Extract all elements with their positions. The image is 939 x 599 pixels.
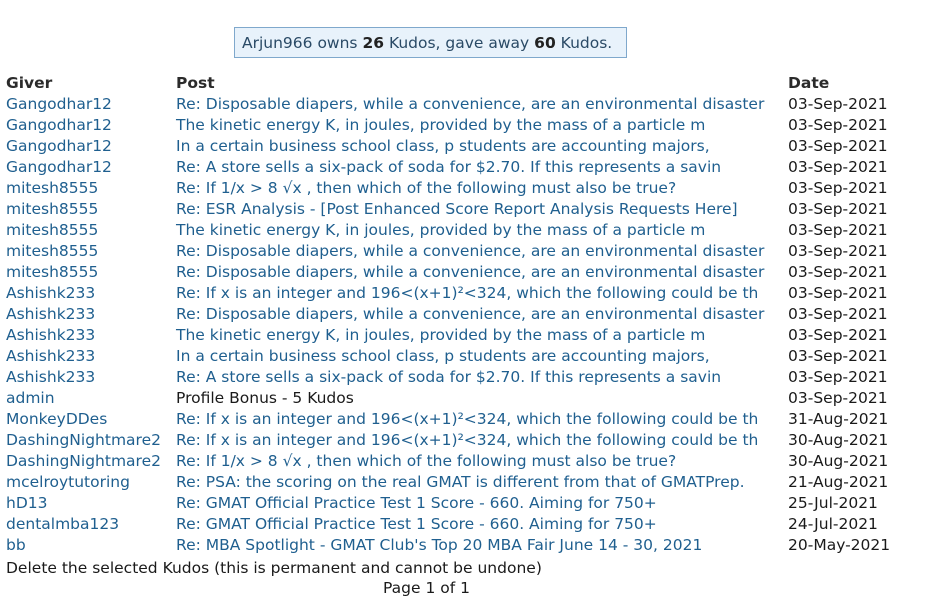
post-link[interactable]: The kinetic energy K, in joules, provided by the mass of a particle m xyxy=(176,326,706,344)
table-row xyxy=(3,115,931,136)
giver-link[interactable]: bb xyxy=(6,536,26,554)
giver-link[interactable]: Ashishk233 xyxy=(6,347,96,365)
table-row xyxy=(3,199,931,220)
date-cell: 03-Sep-2021 xyxy=(788,95,888,113)
table-row xyxy=(3,409,931,430)
date-cell: 03-Sep-2021 xyxy=(788,242,888,260)
table-row xyxy=(3,346,931,367)
giver-link[interactable]: mitesh8555 xyxy=(6,200,99,218)
giver-link[interactable]: admin xyxy=(6,389,55,407)
summary-owns-text: owns xyxy=(312,34,363,52)
post-link[interactable]: Re: If 1/x > 8 √x , then which of the following must also be true? xyxy=(176,179,677,197)
giver-link[interactable]: Gangodhar12 xyxy=(6,137,112,155)
date-cell: 03-Sep-2021 xyxy=(788,305,888,323)
giver-link[interactable]: Gangodhar12 xyxy=(6,158,112,176)
post-link[interactable]: Re: Disposable diapers, while a convenience, are an environmental disaster xyxy=(176,242,765,260)
giver-link[interactable]: mitesh8555 xyxy=(6,179,99,197)
giver-link[interactable]: mitesh8555 xyxy=(6,263,99,281)
delete-kudos-text[interactable]: Delete the selected Kudos (this is permanent and cannot be undone) xyxy=(6,559,542,577)
giver-link[interactable]: Ashishk233 xyxy=(6,284,96,302)
post-text: Profile Bonus - 5 Kudos xyxy=(176,389,354,407)
giver-link[interactable]: mitesh8555 xyxy=(6,221,99,239)
giver-link[interactable]: Ashishk233 xyxy=(6,368,96,386)
date-cell: 30-Aug-2021 xyxy=(788,452,889,470)
giver-link[interactable]: DashingNightmare2 xyxy=(6,431,161,449)
table-row xyxy=(3,304,931,325)
post-link[interactable]: Re: If x is an integer and 196<(x+1)²<324, which the following could be th xyxy=(176,431,759,449)
giver-link[interactable]: hD13 xyxy=(6,494,48,512)
giver-link[interactable]: mitesh8555 xyxy=(6,242,99,260)
summary-mid-text: Kudos, gave away xyxy=(384,34,535,52)
kudos-table xyxy=(3,73,931,556)
table-row xyxy=(3,178,931,199)
header-date: Date xyxy=(788,74,830,92)
post-link[interactable]: In a certain business school class, p students are accounting majors, xyxy=(176,137,710,155)
table-row xyxy=(3,535,931,556)
post-link[interactable]: The kinetic energy K, in joules, provided by the mass of a particle m xyxy=(176,221,706,239)
date-cell: 03-Sep-2021 xyxy=(788,158,888,176)
table-row xyxy=(3,262,931,283)
date-cell: 31-Aug-2021 xyxy=(788,410,889,428)
table-header-row xyxy=(3,73,931,94)
date-cell: 03-Sep-2021 xyxy=(788,263,888,281)
table-row xyxy=(3,220,931,241)
date-cell: 03-Sep-2021 xyxy=(788,179,888,197)
date-cell: 03-Sep-2021 xyxy=(788,137,888,155)
giver-link[interactable]: MonkeyDDes xyxy=(6,410,108,428)
giver-link[interactable]: DashingNightmare2 xyxy=(6,452,161,470)
date-cell: 03-Sep-2021 xyxy=(788,368,888,386)
date-cell: 03-Sep-2021 xyxy=(788,389,888,407)
post-link[interactable]: Re: If 1/x > 8 √x , then which of the following must also be true? xyxy=(176,452,677,470)
pagination-label: Page 1 of 1 xyxy=(383,579,470,597)
table-row xyxy=(3,157,931,178)
date-cell: 24-Jul-2021 xyxy=(788,515,878,533)
table-row xyxy=(3,451,931,472)
summary-username: Arjun966 xyxy=(242,34,313,52)
giver-link[interactable]: Ashishk233 xyxy=(6,305,96,323)
post-link[interactable]: Re: ESR Analysis - [Post Enhanced Score Report Analysis Requests Here] xyxy=(176,200,738,218)
giver-link[interactable]: dentalmba123 xyxy=(6,515,120,533)
post-link[interactable]: Re: Disposable diapers, while a convenience, are an environmental disaster xyxy=(176,263,765,281)
date-cell: 03-Sep-2021 xyxy=(788,116,888,134)
date-cell: 03-Sep-2021 xyxy=(788,200,888,218)
giver-link[interactable]: Gangodhar12 xyxy=(6,95,112,113)
header-post: Post xyxy=(176,74,215,92)
post-link[interactable]: Re: MBA Spotlight - GMAT Club's Top 20 MBA Fair June 14 - 30, 2021 xyxy=(176,536,703,554)
table-row xyxy=(3,136,931,157)
table-row xyxy=(3,514,931,535)
table-row xyxy=(3,493,931,514)
date-cell: 20-May-2021 xyxy=(788,536,891,554)
post-link[interactable]: Re: GMAT Official Practice Test 1 Score - 660. Aiming for 750+ xyxy=(176,515,657,533)
table-row xyxy=(3,472,931,493)
date-cell: 03-Sep-2021 xyxy=(788,284,888,302)
post-link[interactable]: Re: If x is an integer and 196<(x+1)²<324, which the following could be th xyxy=(176,284,759,302)
table-row xyxy=(3,388,931,409)
kudos-summary-box xyxy=(234,27,627,58)
giver-link[interactable]: Ashishk233 xyxy=(6,326,96,344)
date-cell: 03-Sep-2021 xyxy=(788,326,888,344)
post-link[interactable]: Re: A store sells a six-pack of soda for $2.70. If this represents a savin xyxy=(176,368,722,386)
header-giver: Giver xyxy=(6,74,53,92)
date-cell: 21-Aug-2021 xyxy=(788,473,889,491)
table-row xyxy=(3,430,931,451)
giver-link[interactable]: mcelroytutoring xyxy=(6,473,130,491)
table-row xyxy=(3,241,931,262)
post-link[interactable]: In a certain business school class, p students are accounting majors, xyxy=(176,347,710,365)
post-link[interactable]: Re: PSA: the scoring on the real GMAT is different from that of GMATPrep. xyxy=(176,473,745,491)
post-link[interactable]: Re: Disposable diapers, while a convenience, are an environmental disaster xyxy=(176,95,765,113)
post-link[interactable]: Re: Disposable diapers, while a convenience, are an environmental disaster xyxy=(176,305,765,323)
table-row xyxy=(3,325,931,346)
post-link[interactable]: Re: If x is an integer and 196<(x+1)²<324, which the following could be th xyxy=(176,410,759,428)
kudos-given-count: 60 xyxy=(534,34,556,52)
summary-end-text: Kudos. xyxy=(555,34,613,52)
giver-link[interactable]: Gangodhar12 xyxy=(6,116,112,134)
date-cell: 30-Aug-2021 xyxy=(788,431,889,449)
date-cell: 25-Jul-2021 xyxy=(788,494,878,512)
kudos-owned-count: 26 xyxy=(362,34,385,52)
post-link[interactable]: The kinetic energy K, in joules, provided by the mass of a particle m xyxy=(176,116,706,134)
date-cell: 03-Sep-2021 xyxy=(788,347,888,365)
date-cell: 03-Sep-2021 xyxy=(788,221,888,239)
table-row xyxy=(3,283,931,304)
table-row xyxy=(3,94,931,115)
post-link[interactable]: Re: GMAT Official Practice Test 1 Score - 660. Aiming for 750+ xyxy=(176,494,657,512)
post-link[interactable]: Re: A store sells a six-pack of soda for $2.70. If this represents a savin xyxy=(176,158,722,176)
table-row xyxy=(3,367,931,388)
